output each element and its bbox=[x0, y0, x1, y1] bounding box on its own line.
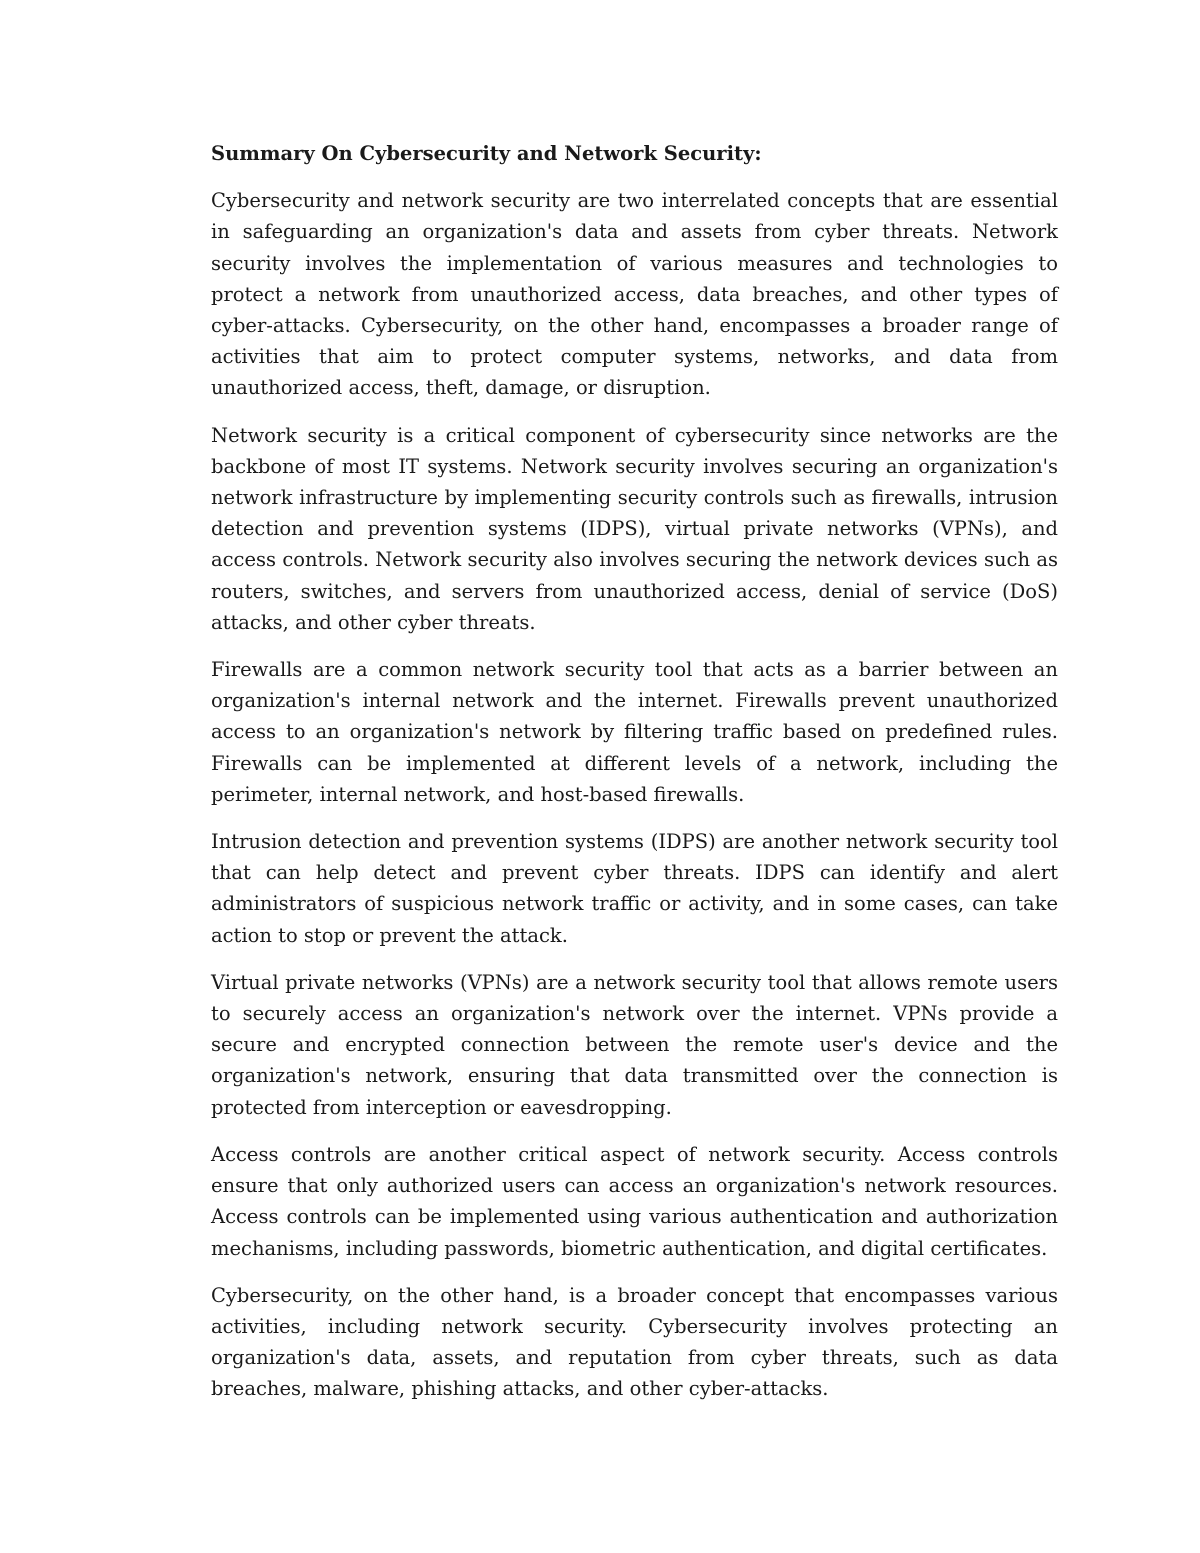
document-title: Summary On Cybersecurity and Network Security: bbox=[211, 142, 762, 165]
paragraph-vpns: Virtual private networks (VPNs) are a network security tool that allows remote users to securely access an organization's network over the internet. VPNs provide a secure and encrypted connection between the remote user's device and the organization's network, ensuring that data transmitted over the connection is protected from interception or eavesdropping. bbox=[211, 970, 1058, 1119]
paragraph-firewalls: Firewalls are a common network security tool that acts as a barrier between an organization's internal network and the internet. Firewalls prevent unauthorized access to an organization's network by filtering traffic based on predefined rules. Firewalls can be implemented at different levels of a network, including the perimeter, internal network, and host-based firewalls. bbox=[211, 658, 1058, 806]
paragraph-access-controls: Access controls are another critical aspect of network security. Access controls ensure that only authorized users can access an organization's network resources. Access controls can be implemented using various authentication and authorization mechanisms, including passwords, biometric authentication, and digital certificates. bbox=[211, 1142, 1058, 1260]
paragraph-idps: Intrusion detection and prevention systems (IDPS) are another network security tool that can help detect and prevent cyber threats. IDPS can identify and alert administrators of suspicious network traffic or activity, and in some cases, can take action to stop or prevent the attack. bbox=[211, 830, 1058, 947]
paragraph-cybersecurity: Cybersecurity, on the other hand, is a broader concept that encompasses various activities, including network security. Cybersecurity involves protecting an organization's data, assets, and reputation from cyber threats, such as data breaches, malware, phishing attacks, and other cyber-attacks. bbox=[211, 1283, 1058, 1401]
document-body bbox=[211, 138, 1058, 1421]
paragraph-overview: Cybersecurity and network security are two interrelated concepts that are essential in safeguarding an organization's data and assets from cyber threats. Network security involves the implementation of various measures and technologies to protect a network from unauthorized access, data breaches, and other types of cyber-attacks. Cybersecurity, on the other hand, encompasses a broader range of activities that aim to protect computer systems, networks, and data from unauthorized access, theft, damage, or disruption. bbox=[211, 189, 1058, 400]
paragraph-network-security: Network security is a critical component of cybersecurity since networks are the backbone of most IT systems. Network security involves securing an organization's network infrastructure by implementing security controls such as firewalls, intrusion detection and prevention systems (IDPS), virtual private networks (VPNs), and access controls. Network security also involves securing the network devices such as routers, switches, and servers from unauthorized access, denial of service (DoS) attacks, and other cyber threats. bbox=[211, 423, 1058, 634]
